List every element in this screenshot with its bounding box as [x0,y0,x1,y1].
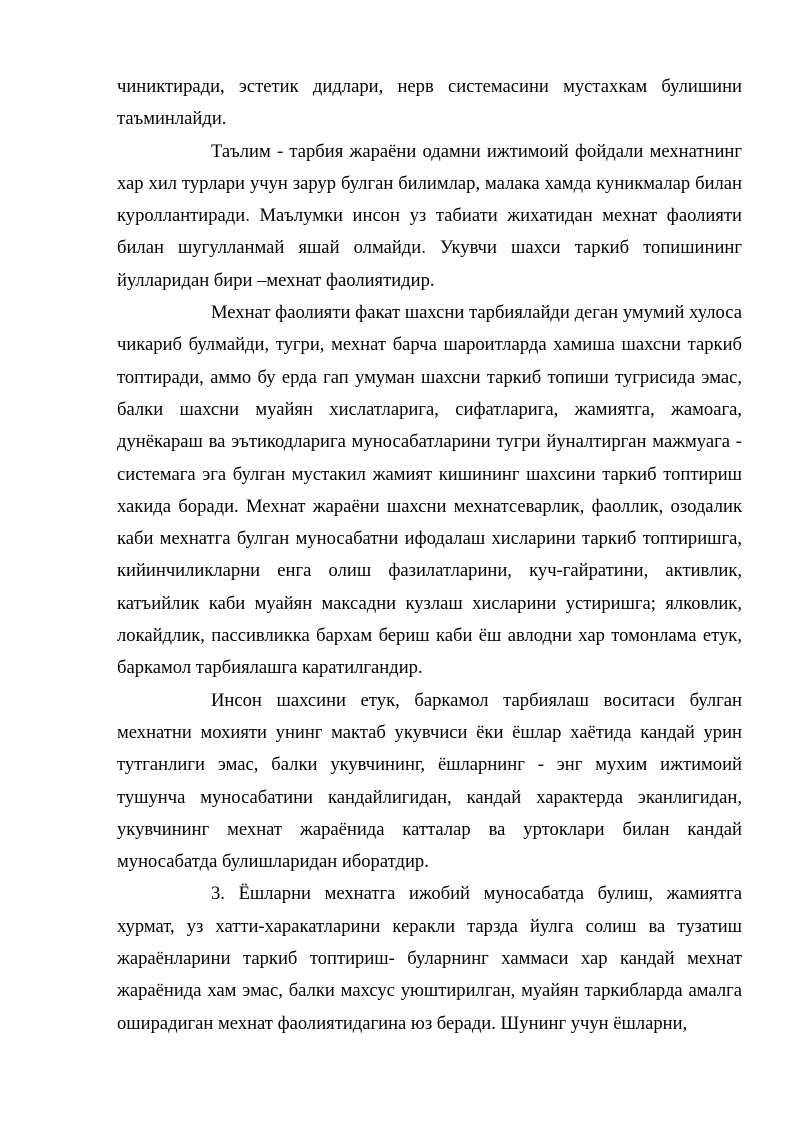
paragraph-numbered-3: 3. Ёшларни мехнатга ижобий муносабатда булиш, жамиятга хурмат, уз хатти-харакатларини керакли тарзда йулга солиш ва тузатиш жараёнларини таркиб топтириш- буларнинг хаммаси хар кандай мехнат жараёнида хам эмас, балки махсус уюштирилган, муайян таркибларда амалга оширадиган мехнат фаолиятидагина юз беради. Шунинг учун ёшларни, [117,883,742,1034]
paragraph-education-labor: Таълим - тарбия жараёни одамни ижтимоий фойдали мехнатнинг хар хил турлари учун зарур булган билимлар, малака хамда куникмалар билан куроллантиради. Маълумки инсон уз табиати жихатидан мехнат фаолияти билан шугулланмай яшай олмайди. Укувчи шахси таркиб топишининг йулларидан бири –мехнат фаолиятидир. [117,140,742,291]
document-body [117,71,742,1040]
paragraph-personality-upbringing: Инсон шахсини етук, баркамол тарбиялаш воситаси булган мехнатни мохияти унинг мактаб укувчиси ёки ёшлар хаётида кандай урин тутганлиги эмас, балки укувчининг, ёшларнинг - энг мухим ижтимоий тушунча муносабатини кандайлигидан, кандай характерда эканлигидан, укувчининг мехнат жараёнида катталар ва уртоклари билан кандай муносабатда булишларидан иборатдир. [117,689,742,873]
paragraph-labor-activity: Мехнат фаолияти факат шахсни тарбиялайди деган умумий хулоса чикариб булмайди, тугри, мехнат барча шароитларда хамиша шахсни таркиб топтиради, аммо бу ерда гап умуман шахсни таркиб топиши тугрисида эмас, балки шахсни муайян хислатларига, сифатларига, жамиятга, жамоага, дунёкараш ва эътикодларига муносабатларини тугри йуналтирган мажмуага - системага эга булган мустакил жамият кишининг шахсини таркиб топтириш хакида боради. Мехнат жараёни шахсни мехнатсеварлик, фаоллик, озодалик каби мехнатга булган муносабатни ифодалаш хисларини таркиб топтиришга, кийинчиликларни енга олиш фазилатларини, куч-гайратини, активлик, катъийлик каби муайян максадни кузлаш хисларини устиришга; ялковлик, локайдлик, пассивликка бархам бериш каби ёш авлодни хар томонлама етук, баркамол тарбиялашга каратилгандир. [117,302,742,679]
paragraph-continuation: чиниктиради, эстетик дидлари, нерв системасини мустахкам булишини таъминлайди. [117,76,742,130]
